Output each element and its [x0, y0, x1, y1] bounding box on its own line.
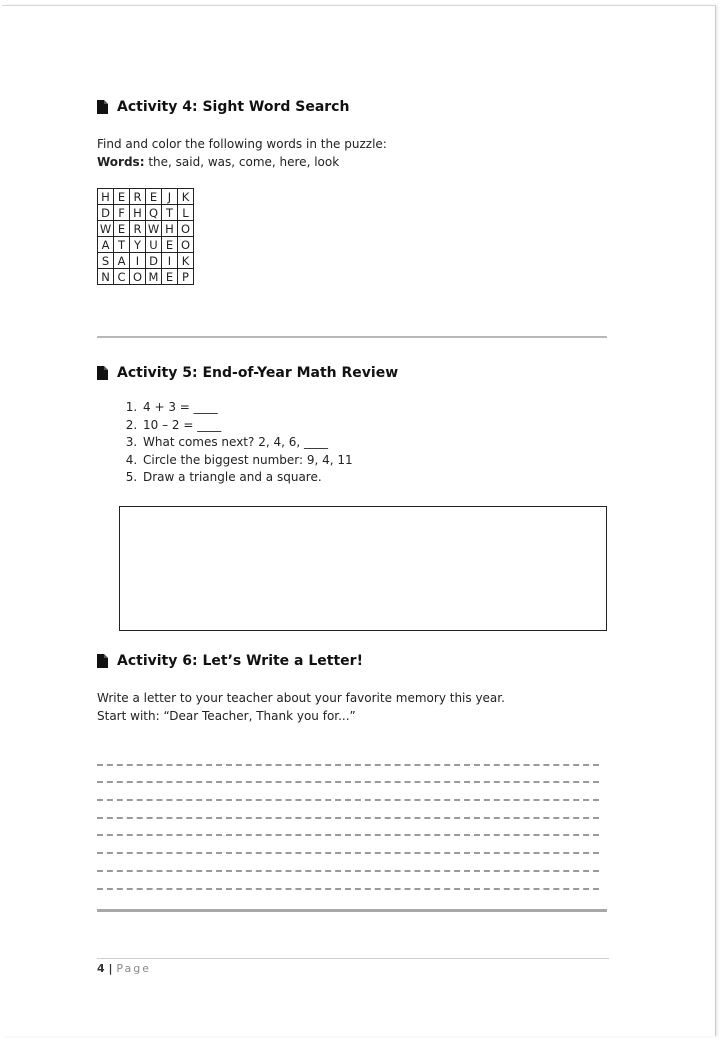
document-icon — [97, 366, 109, 381]
writing-line[interactable] — [97, 854, 599, 872]
page-number: 4 — [97, 962, 105, 975]
activity-6-instruction — [97, 689, 505, 725]
grid-row — [98, 221, 194, 237]
writing-line[interactable] — [97, 766, 599, 784]
grid-cell[interactable]: O — [178, 237, 194, 253]
letter-instruction-line-1: Write a letter to your teacher about your favorite memory this year. — [97, 691, 505, 705]
grid-cell[interactable]: K — [178, 253, 194, 269]
writing-lines[interactable] — [97, 748, 599, 890]
words-label: Words: — [97, 155, 145, 169]
writing-line[interactable] — [97, 801, 599, 819]
grid-row — [98, 205, 194, 221]
grid-cell[interactable]: E — [162, 269, 178, 285]
math-item: 1. 4 + 3 = ____ — [141, 399, 353, 417]
grid-cell[interactable]: C — [114, 269, 130, 285]
grid-cell[interactable]: J — [162, 189, 178, 205]
grid-cell[interactable]: A — [98, 237, 114, 253]
grid-cell[interactable]: R — [130, 221, 146, 237]
grid-cell[interactable]: E — [162, 237, 178, 253]
grid-cell[interactable]: Q — [146, 205, 162, 221]
writing-line[interactable] — [97, 748, 599, 766]
grid-cell[interactable]: E — [114, 221, 130, 237]
grid-cell[interactable]: N — [98, 269, 114, 285]
drawing-box[interactable] — [119, 506, 607, 631]
grid-cell[interactable]: H — [98, 189, 114, 205]
words-list: the, said, was, come, here, look — [144, 155, 340, 169]
grid-cell[interactable]: F — [114, 205, 130, 221]
activity-4-instruction — [97, 135, 387, 171]
grid-cell[interactable]: K — [178, 189, 194, 205]
activity-5-title: Activity 5: End-of-Year Math Review — [117, 365, 399, 381]
document-icon — [97, 654, 109, 669]
grid-cell[interactable]: M — [146, 269, 162, 285]
grid-cell[interactable]: H — [162, 221, 178, 237]
grid-row — [98, 253, 194, 269]
activity-6-title: Activity 6: Let’s Write a Letter! — [117, 653, 363, 669]
writing-line[interactable] — [97, 872, 599, 890]
activity-4-heading — [97, 99, 349, 115]
letter-instruction-line-2: Start with: “Dear Teacher, Thank you for...” — [97, 709, 356, 723]
grid-cell[interactable]: R — [130, 189, 146, 205]
grid-cell[interactable]: D — [146, 253, 162, 269]
grid-cell[interactable]: L — [178, 205, 194, 221]
grid-cell[interactable]: E — [146, 189, 162, 205]
document-icon — [97, 100, 109, 115]
grid-cell[interactable]: Y — [130, 237, 146, 253]
activity-6-heading — [97, 653, 363, 669]
math-item: 5. Draw a triangle and a square. — [141, 469, 353, 487]
page-footer — [97, 962, 151, 975]
word-search-grid — [97, 188, 194, 285]
section-divider — [97, 336, 607, 338]
grid-cell[interactable]: T — [162, 205, 178, 221]
grid-cell[interactable]: H — [130, 205, 146, 221]
grid-cell[interactable]: W — [98, 221, 114, 237]
grid-cell[interactable]: O — [130, 269, 146, 285]
footer-divider — [97, 958, 609, 959]
grid-cell[interactable]: P — [178, 269, 194, 285]
grid-cell[interactable]: A — [114, 253, 130, 269]
grid-cell[interactable]: E — [114, 189, 130, 205]
writing-line[interactable] — [97, 783, 599, 801]
grid-row — [98, 269, 194, 285]
activity-5-heading — [97, 365, 398, 381]
page-separator: | — [104, 962, 117, 975]
grid-cell[interactable]: D — [98, 205, 114, 221]
grid-cell[interactable]: I — [130, 253, 146, 269]
writing-line[interactable] — [97, 819, 599, 837]
grid-cell[interactable]: S — [98, 253, 114, 269]
section-divider — [97, 909, 607, 912]
math-item: 3. What comes next? 2, 4, 6, ____ — [141, 434, 353, 452]
writing-line[interactable] — [97, 836, 599, 854]
grid-cell[interactable]: I — [162, 253, 178, 269]
grid-row — [98, 189, 194, 205]
words-line — [97, 153, 387, 171]
math-item: 2. 10 – 2 = ____ — [141, 417, 353, 435]
math-review-list — [97, 399, 353, 487]
grid-cell[interactable]: T — [114, 237, 130, 253]
page-label: Page — [116, 962, 151, 975]
grid-cell[interactable]: U — [146, 237, 162, 253]
grid-cell[interactable]: O — [178, 221, 194, 237]
grid-cell[interactable]: W — [146, 221, 162, 237]
grid-row — [98, 237, 194, 253]
instruction-text: Find and color the following words in the puzzle: — [97, 137, 387, 151]
math-item: 4. Circle the biggest number: 9, 4, 11 — [141, 452, 353, 470]
activity-4-title: Activity 4: Sight Word Search — [117, 99, 350, 115]
